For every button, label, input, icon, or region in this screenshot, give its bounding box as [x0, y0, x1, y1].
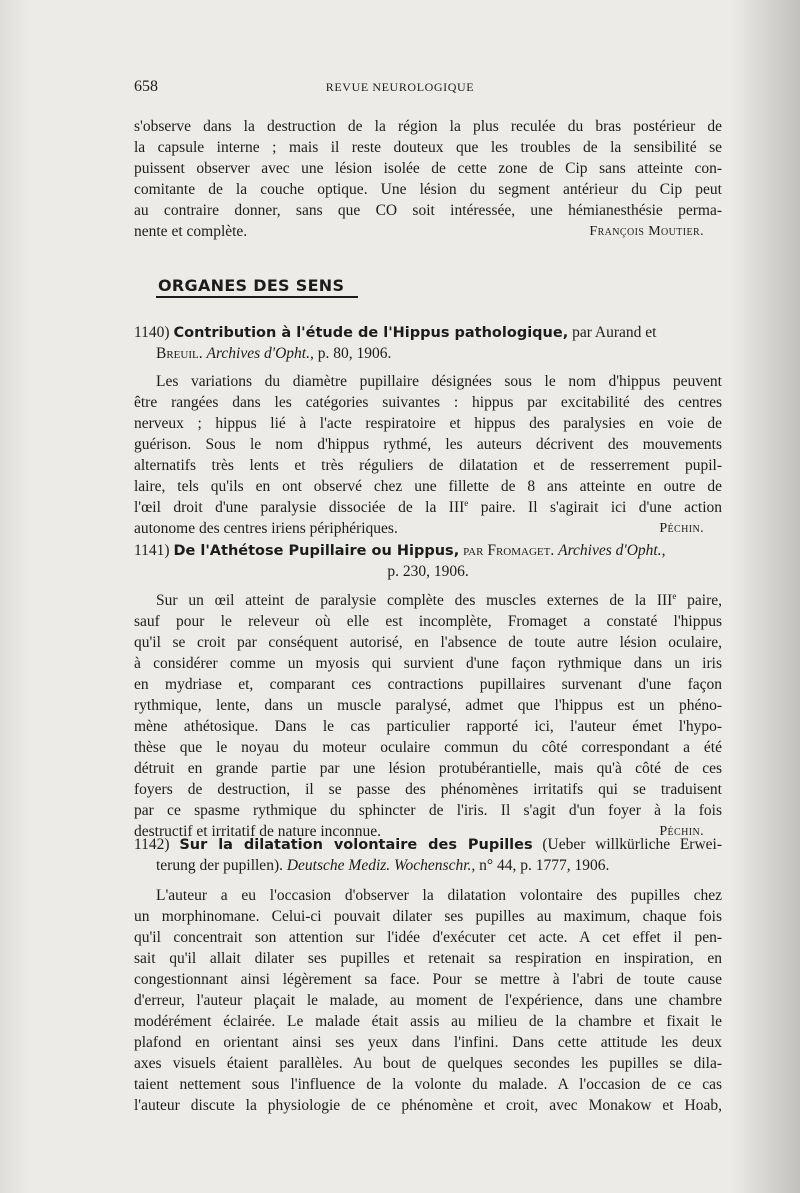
text-line: la capsule interne ; mais il reste douteux que les troubles de la sensibilité se [134, 139, 722, 156]
text-line: s'observe dans la destruction de la région la plus reculée du bras postérieur de [134, 118, 722, 135]
text-line: rythmique, lente, dans un muscle paralysé, admet que l'hippus est un phéno- [134, 697, 722, 714]
text-line: nerveux ; hippus lié à l'acte respiratoire et hippus des paralysies en voie de [134, 415, 722, 432]
text-line: modérément éclairée. Le malade était assis au milieu de la chambre et fixait le [134, 1013, 722, 1030]
intro-paragraph [134, 116, 722, 242]
page-header [0, 78, 800, 100]
entry-number: 1142) [134, 836, 170, 853]
entry-citation: p. 80, 1906. [317, 345, 392, 362]
signature: Péchin. [659, 521, 704, 536]
entry-byline-line: p. 230, 1906. [387, 563, 469, 580]
text-fragment: paire. Il s'agirait ici d'une action [468, 499, 722, 516]
text-line: foyers de destruction, il se passe des phénomènes irritatifs qui se traduisent [134, 781, 722, 798]
text-line: par ce spasme rythmique du sphincter de l'iris. Il s'agit d'un foyer à la fois [134, 802, 722, 819]
entry-citation: n° 44, p. 1777, 1906. [479, 857, 610, 874]
section-underline [156, 296, 358, 298]
text-line-content: autonome des centres iriens périphériques. [134, 520, 398, 537]
text-line [134, 518, 722, 539]
entry-title-line [134, 834, 722, 855]
text-line: sait qu'il allait dilater ses pupilles et retenait sa respiration en inspiration, en [134, 950, 722, 967]
section-heading: ORGANES DES SENS [158, 276, 345, 295]
text-line [134, 497, 722, 518]
page-edge-shadow-right [730, 0, 800, 1193]
text-line: mène athétosique. Dans le cas particulier rapporté ici, l'auteur émet l'hypo- [134, 718, 722, 735]
entry-journal: Archives d'Opht., [558, 542, 666, 559]
text-line: un morphinomane. Celui-ci pouvait dilater ses pupilles au maximum, chaque fois [134, 908, 722, 925]
text-line: thèse que le noyau du moteur oculaire commun du côté correspondant a été [134, 739, 722, 756]
entry-byline: (Ueber willkürliche Erwei- [542, 836, 723, 853]
entry-title-line [134, 322, 722, 343]
running-title: REVUE NEUROLOGIQUE [325, 80, 475, 94]
text-line: être rangées dans les catégories suivantes : hippus par excitabilité des centres [134, 394, 722, 411]
text-line: axes visuels étaient parallèles. Au bout de quelques secondes les pupilles se dila- [134, 1055, 722, 1072]
entry-byline: par Aurand et [572, 324, 657, 341]
text-line: alternatifs très lents et très réguliers de dilatation et de resserrement pupil- [134, 457, 722, 474]
text-line: détruit en grande partie par une lésion protubérantielle, mais qu'à côté de ces [134, 760, 722, 777]
abstract-entry-1141 [134, 540, 722, 842]
signature: François Moutier. [589, 224, 704, 239]
text-line [134, 221, 722, 242]
text-fragment: Sur un œil atteint de paralysie complète des muscles externes de la III [156, 592, 673, 609]
text-fragment: l'œil droit d'une paralysie dissociée de la III [134, 499, 465, 516]
page-edge-shadow-left [0, 0, 30, 1193]
superscript: e [672, 590, 677, 601]
page-number: 658 [134, 78, 158, 95]
entry-byline: terung der pupillen). [156, 857, 283, 874]
superscript: e [464, 497, 469, 508]
text-line: puissent observer avec une lésion isolée de cette zone de Cip sans atteinte con- [134, 160, 722, 177]
entry-number: 1141) [134, 542, 170, 559]
text-line-content: destructif et irritatif de nature inconnue. [134, 823, 382, 840]
text-line: qu'il se croit par conséquent autorisé, en l'absence de toute autre lésion oculaire, [134, 634, 722, 651]
entry-byline-line [134, 855, 722, 876]
abstract-entry-1140 [134, 322, 722, 539]
text-line: en mydriase et, comparant ces contractions pupillaires survenant d'une façon [134, 676, 722, 693]
text-line: congestionnant ainsi légèrement sa face. Pour se mettre à l'abri de toute cause [134, 971, 722, 988]
entry-title: Sur la dilatation volontaire des Pupilles [179, 837, 533, 853]
text-line: Les variations du diamètre pupillaire désignées sous le nom d'hippus peuvent [156, 373, 722, 390]
text-line: l'auteur discute la physiologie de ce phénomène et croit, avec Monakow et Hoab, [134, 1097, 722, 1114]
text-line [134, 590, 722, 611]
text-line: L'auteur a eu l'occasion d'observer la dilatation volontaire des pupilles chez [156, 887, 722, 904]
abstract-entry-1142 [134, 834, 722, 1116]
entry-journal: Archives d'Opht., [206, 345, 314, 362]
text-line: comitante de la couche optique. Une lésion du segment antérieur du Cip peut [134, 181, 722, 198]
text-line: plafond en orientant ainsi ses yeux dans l'infini. Dans cette attitude les deux [134, 1034, 722, 1051]
entry-number: 1140) [134, 324, 170, 341]
text-line: taient nettement sous l'influence de la volonte du malade. A l'occasion de ce cas [134, 1076, 722, 1093]
text-line: sauf pour le releveur où elle est incomplète, Fromaget a constaté l'hippus [134, 613, 722, 630]
entry-title: De l'Athétose Pupillaire ou Hippus, [173, 543, 460, 559]
entry-journal: Deutsche Mediz. Wochenschr., [286, 857, 476, 874]
entry-title-line [134, 540, 722, 561]
text-fragment: paire, [676, 592, 722, 609]
entry-author: Breuil. [156, 345, 203, 362]
text-line: guérison. Sous le nom d'hippus rythmé, les auteurs décrivent des mouvements [134, 436, 722, 453]
entry-title: Contribution à l'étude de l'Hippus pathologique, [173, 325, 569, 341]
signature: Péchin. [659, 824, 704, 839]
text-line: à considérer comme un myosis qui survient d'une façon rythmique dans un iris [134, 655, 722, 672]
text-line: d'erreur, l'auteur plaçait le malade, au moment de l'expérience, dans une chambre [134, 992, 722, 1009]
entry-byline: par Fromaget. [463, 542, 555, 559]
text-line-content: nente et complète. [134, 223, 248, 240]
entry-byline-line [134, 343, 722, 364]
text-line: laire, tels qu'ils en ont observé chez une fillette de 8 ans atteinte en outre de [134, 478, 722, 495]
text-line: au contraire donner, sans que CO soit intéressée, une hémianesthésie perma- [134, 202, 722, 219]
text-line: qu'il concentrait son attention sur l'idée d'exécuter cet acte. A cet effet il pen- [134, 929, 722, 946]
